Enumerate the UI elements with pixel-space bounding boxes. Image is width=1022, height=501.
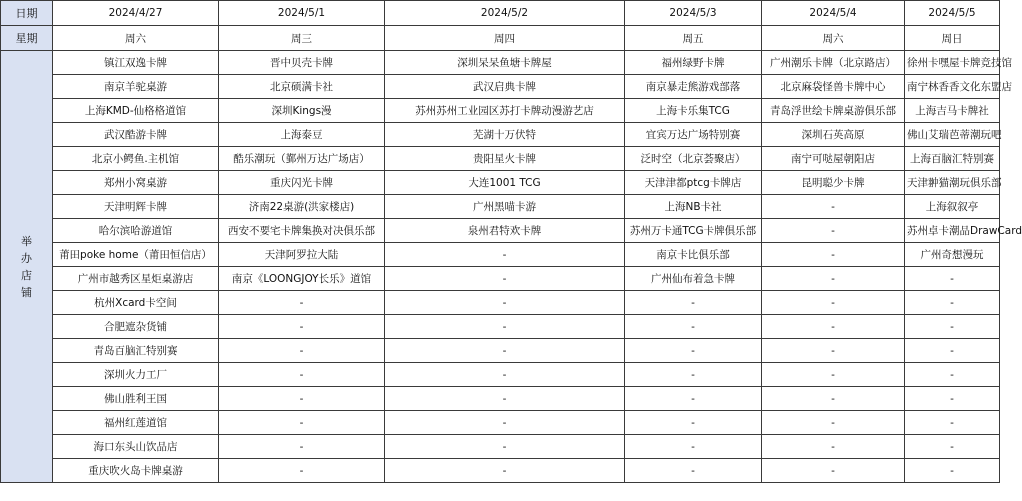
table-row bbox=[1, 171, 1000, 195]
store-cell: 青岛浮世绘卡牌桌游俱乐部 bbox=[762, 99, 905, 123]
store-cell: - bbox=[385, 267, 625, 291]
store-cell: 广州黑喵卡游 bbox=[385, 195, 625, 219]
store-cell: 苏州卓卡潮品DrawCard bbox=[905, 219, 1000, 243]
store-cell: 武汉酷游卡牌 bbox=[53, 123, 219, 147]
group-label-cell: 举 办 店 铺 bbox=[1, 51, 53, 483]
store-cell: - bbox=[385, 291, 625, 315]
table-row bbox=[1, 459, 1000, 483]
store-cell: - bbox=[625, 291, 762, 315]
store-cell: 昆明聪少卡牌 bbox=[762, 171, 905, 195]
table-row bbox=[1, 411, 1000, 435]
table-row bbox=[1, 99, 1000, 123]
store-cell: - bbox=[762, 459, 905, 483]
table-row bbox=[1, 147, 1000, 171]
store-cell: - bbox=[219, 315, 385, 339]
store-cell: - bbox=[385, 339, 625, 363]
store-cell: 合肥遮杂货铺 bbox=[53, 315, 219, 339]
store-cell: 青岛百脑汇特别赛 bbox=[53, 339, 219, 363]
store-cell: 深圳火力工厂 bbox=[53, 363, 219, 387]
date-cell: 2024/5/5 bbox=[905, 1, 1000, 26]
date-cell: 2024/4/27 bbox=[53, 1, 219, 26]
store-cell: 广州市越秀区星炬桌游店 bbox=[53, 267, 219, 291]
store-cell: - bbox=[762, 267, 905, 291]
store-cell: - bbox=[905, 339, 1000, 363]
store-cell: 福州红莲道馆 bbox=[53, 411, 219, 435]
store-cell: - bbox=[762, 363, 905, 387]
store-cell: 西安不要宅卡牌集换对决俱乐部 bbox=[219, 219, 385, 243]
store-cell: - bbox=[385, 363, 625, 387]
weekday-cell: 周六 bbox=[762, 26, 905, 51]
store-cell: - bbox=[219, 435, 385, 459]
store-cell: 南宁林香香文化东盟店 bbox=[905, 75, 1000, 99]
weekday-cell: 周四 bbox=[385, 26, 625, 51]
date-label-cell: 日期 bbox=[1, 1, 53, 26]
date-cell: 2024/5/2 bbox=[385, 1, 625, 26]
store-cell: 上海KMD-仙格格道馆 bbox=[53, 99, 219, 123]
weekday-cell: 周日 bbox=[905, 26, 1000, 51]
store-cell: - bbox=[905, 387, 1000, 411]
store-cell: - bbox=[905, 363, 1000, 387]
store-cell: 上海百脑汇特别赛 bbox=[905, 147, 1000, 171]
store-cell: 杭州Xcard卡空间 bbox=[53, 291, 219, 315]
table-row bbox=[1, 435, 1000, 459]
date-cell: 2024/5/3 bbox=[625, 1, 762, 26]
store-cell: - bbox=[219, 363, 385, 387]
store-cell: - bbox=[762, 219, 905, 243]
store-cell: 南京暴走熊游戏部落 bbox=[625, 75, 762, 99]
store-cell: - bbox=[625, 459, 762, 483]
store-cell: - bbox=[219, 387, 385, 411]
store-cell: - bbox=[385, 459, 625, 483]
table-row bbox=[1, 123, 1000, 147]
store-cell: 泛时空（北京荟聚店） bbox=[625, 147, 762, 171]
store-cell: 天津津都ptcg卡牌店 bbox=[625, 171, 762, 195]
store-cell: - bbox=[762, 435, 905, 459]
store-cell: - bbox=[385, 411, 625, 435]
store-cell: 郑州小窝桌游 bbox=[53, 171, 219, 195]
table-row bbox=[1, 51, 1000, 75]
store-cell: - bbox=[219, 339, 385, 363]
store-cell: 苏州万卡通TCG卡牌俱乐部 bbox=[625, 219, 762, 243]
store-cell: 南京《LOONGJOY长乐》道馆 bbox=[219, 267, 385, 291]
store-cell: - bbox=[219, 459, 385, 483]
store-cell: 海口东头山饮品店 bbox=[53, 435, 219, 459]
weekday-row bbox=[1, 26, 1000, 51]
weekday-cell: 周六 bbox=[53, 26, 219, 51]
store-cell: 宜宾万达广场特别赛 bbox=[625, 123, 762, 147]
store-cell: 北京小鳄鱼.主机馆 bbox=[53, 147, 219, 171]
store-cell: - bbox=[385, 315, 625, 339]
store-cell: 酷乐潮玩（鄞州万达广场店） bbox=[219, 147, 385, 171]
store-cell: - bbox=[625, 363, 762, 387]
store-cell: 广州仙布着急卡牌 bbox=[625, 267, 762, 291]
table-row bbox=[1, 291, 1000, 315]
store-cell: - bbox=[762, 291, 905, 315]
store-cell: - bbox=[385, 435, 625, 459]
store-cell: 大连1001 TCG bbox=[385, 171, 625, 195]
store-cell: 上海NB卡社 bbox=[625, 195, 762, 219]
weekday-cell: 周三 bbox=[219, 26, 385, 51]
store-cell: 重庆吹火岛卡牌桌游 bbox=[53, 459, 219, 483]
store-cell: 广州奇想漫玩 bbox=[905, 243, 1000, 267]
weekday-label-cell: 星期 bbox=[1, 26, 53, 51]
table-row bbox=[1, 363, 1000, 387]
store-cell: 深圳呆呆鱼塘卡牌屋 bbox=[385, 51, 625, 75]
store-cell: 上海泰豆 bbox=[219, 123, 385, 147]
store-cell: 莆田poke home（莆田恒信店） bbox=[53, 243, 219, 267]
store-cell: - bbox=[625, 387, 762, 411]
table-row bbox=[1, 195, 1000, 219]
store-cell: 福州绿野卡牌 bbox=[625, 51, 762, 75]
store-cell: 北京硕满卡社 bbox=[219, 75, 385, 99]
store-cell: - bbox=[762, 243, 905, 267]
table-body bbox=[1, 1, 1022, 483]
store-cell: 深圳石英高原 bbox=[762, 123, 905, 147]
table-row bbox=[1, 387, 1000, 411]
date-cell: 2024/5/1 bbox=[219, 1, 385, 26]
store-cell: - bbox=[905, 315, 1000, 339]
store-cell: 南京羊驼桌游 bbox=[53, 75, 219, 99]
store-cell: - bbox=[219, 291, 385, 315]
store-cell: - bbox=[385, 243, 625, 267]
store-cell: - bbox=[762, 411, 905, 435]
store-cell: - bbox=[905, 459, 1000, 483]
store-cell: - bbox=[905, 291, 1000, 315]
store-cell: 泉州君特欢卡牌 bbox=[385, 219, 625, 243]
store-cell: 佛山胜利王国 bbox=[53, 387, 219, 411]
store-cell: - bbox=[385, 387, 625, 411]
table-row bbox=[1, 219, 1000, 243]
store-cell: - bbox=[625, 315, 762, 339]
store-cell: 镇江双逸卡牌 bbox=[53, 51, 219, 75]
store-cell: 深圳Kings漫 bbox=[219, 99, 385, 123]
store-cell: - bbox=[762, 195, 905, 219]
store-cell: - bbox=[625, 435, 762, 459]
store-cell: 晋中贝壳卡牌 bbox=[219, 51, 385, 75]
store-cell: 武汉启典卡牌 bbox=[385, 75, 625, 99]
store-cell: 天津翀猫潮玩俱乐部 bbox=[905, 171, 1000, 195]
store-cell: - bbox=[762, 387, 905, 411]
store-cell: - bbox=[905, 411, 1000, 435]
store-cell: - bbox=[905, 267, 1000, 291]
weekday-cell: 周五 bbox=[625, 26, 762, 51]
store-cell: - bbox=[625, 411, 762, 435]
store-cell: 重庆闪光卡牌 bbox=[219, 171, 385, 195]
store-cell: 苏州苏州工业园区苏打卡牌动漫游艺店 bbox=[385, 99, 625, 123]
date-cell: 2024/5/4 bbox=[762, 1, 905, 26]
date-row bbox=[1, 1, 1000, 26]
store-cell: - bbox=[625, 339, 762, 363]
store-cell: 广州潮乐卡牌（北京路店） bbox=[762, 51, 905, 75]
store-cell: 芜湖十万伏特 bbox=[385, 123, 625, 147]
store-cell: 哈尔滨哈游道馆 bbox=[53, 219, 219, 243]
store-cell: 上海吉马卡牌社 bbox=[905, 99, 1000, 123]
store-cell: - bbox=[762, 339, 905, 363]
store-cell: 天津明辉卡牌 bbox=[53, 195, 219, 219]
store-cell: 上海卡乐集TCG bbox=[625, 99, 762, 123]
store-cell: - bbox=[762, 315, 905, 339]
store-cell: 南宁可哒屋朝阳店 bbox=[762, 147, 905, 171]
table-row bbox=[1, 75, 1000, 99]
store-cell: 徐州卡嘿屋卡牌竞技馆 bbox=[905, 51, 1000, 75]
store-cell: - bbox=[905, 435, 1000, 459]
table-row bbox=[1, 243, 1000, 267]
table-row bbox=[1, 339, 1000, 363]
store-cell: 贵阳星火卡牌 bbox=[385, 147, 625, 171]
store-cell: 天津阿罗拉大陆 bbox=[219, 243, 385, 267]
table-row bbox=[1, 315, 1000, 339]
store-cell: - bbox=[219, 411, 385, 435]
store-cell: 南京卡比俱乐部 bbox=[625, 243, 762, 267]
store-cell: 上海叙叙亭 bbox=[905, 195, 1000, 219]
table-row bbox=[1, 267, 1000, 291]
store-cell: 济南22桌游(洪家楼店) bbox=[219, 195, 385, 219]
store-cell: 佛山艾瑞芭蒂潮玩吧 bbox=[905, 123, 1000, 147]
store-cell: 北京麻袋怪兽卡牌中心 bbox=[762, 75, 905, 99]
